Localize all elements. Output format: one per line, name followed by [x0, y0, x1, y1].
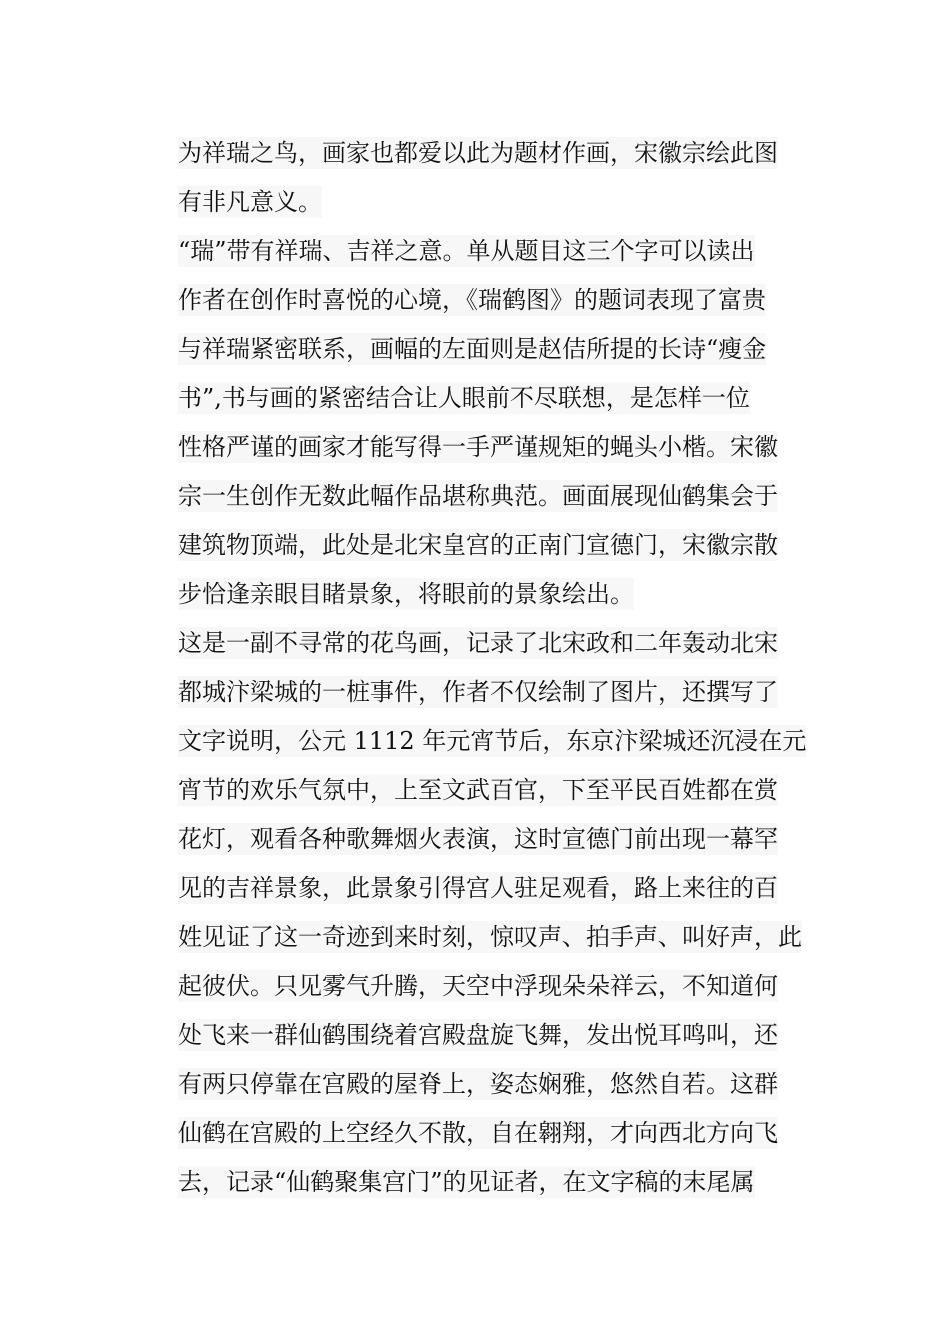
text-line: 建筑物顶端，此处是北宋皇宫的正南门宣德门，宋徽宗散	[178, 531, 778, 559]
text-line: 有非凡意义。	[178, 188, 322, 216]
text-line: 步恰逢亲眼目睹景象，将眼前的景象绘出。	[178, 580, 634, 608]
text-line: 有两只停靠在宫殿的屋脊上，姿态娴雅，悠然自若。这群	[178, 1070, 778, 1098]
text-line: 为祥瑞之鸟，画家也都爱以此为题材作画，宋徽宗绘此图	[178, 139, 778, 167]
text-line: 处飞来一群仙鹤围绕着宫殿盘旋飞舞，发出悦耳鸣叫，还	[178, 1021, 778, 1049]
text-line: 姓见证了这一奇迹到来时刻，惊叹声、拍手声、叫好声，此	[178, 923, 802, 951]
text-line: 起彼伏。只见雾气升腾，天空中浮现朵朵祥云，不知道何	[178, 972, 778, 1000]
text-line: 都城汴梁城的一桩事件，作者不仅绘制了图片，还撰写了	[178, 678, 778, 706]
text-line: 见的吉祥景象，此景象引得宫人驻足观看，路上来往的百	[178, 874, 778, 902]
text-line: 文字说明，公元 1112 年元宵节后，东京汴梁城还沉浸在元	[178, 727, 807, 755]
text-line: 这是一副不寻常的花鸟画，记录了北宋政和二年轰动北宋	[178, 629, 778, 657]
text-line: 宗一生创作无数此幅作品堪称典范。画面展现仙鹤集会于	[178, 482, 778, 510]
text-line: “瑞”带有祥瑞、吉祥之意。单从题目这三个字可以读出	[178, 237, 755, 265]
text-line: 仙鹤在宫殿的上空经久不散，自在翱翔，才向西北方向飞	[178, 1119, 778, 1147]
text-line: 书”,书与画的紧密结合让人眼前不尽联想，是怎样一位	[178, 384, 750, 412]
text-line: 作者在创作时喜悦的心境，《瑞鹤图》的题词表现了富贵	[178, 286, 766, 314]
body-text	[178, 129, 810, 1207]
text-line: 与祥瑞紧密联系，画幅的左面则是赵佶所提的长诗“瘦金	[178, 335, 767, 363]
text-line: 花灯，观看各种歌舞烟火表演，这时宣德门前出现一幕罕	[178, 825, 778, 853]
text-line: 去，记录“仙鹤聚集宫门”的见证者，在文字稿的末尾属	[178, 1168, 755, 1196]
text-line: 性格严谨的画家才能写得一手严谨规矩的蝇头小楷。宋徽	[178, 433, 778, 461]
text-line: 宵节的欢乐气氛中，上至文武百官，下至平民百姓都在赏	[178, 776, 778, 804]
